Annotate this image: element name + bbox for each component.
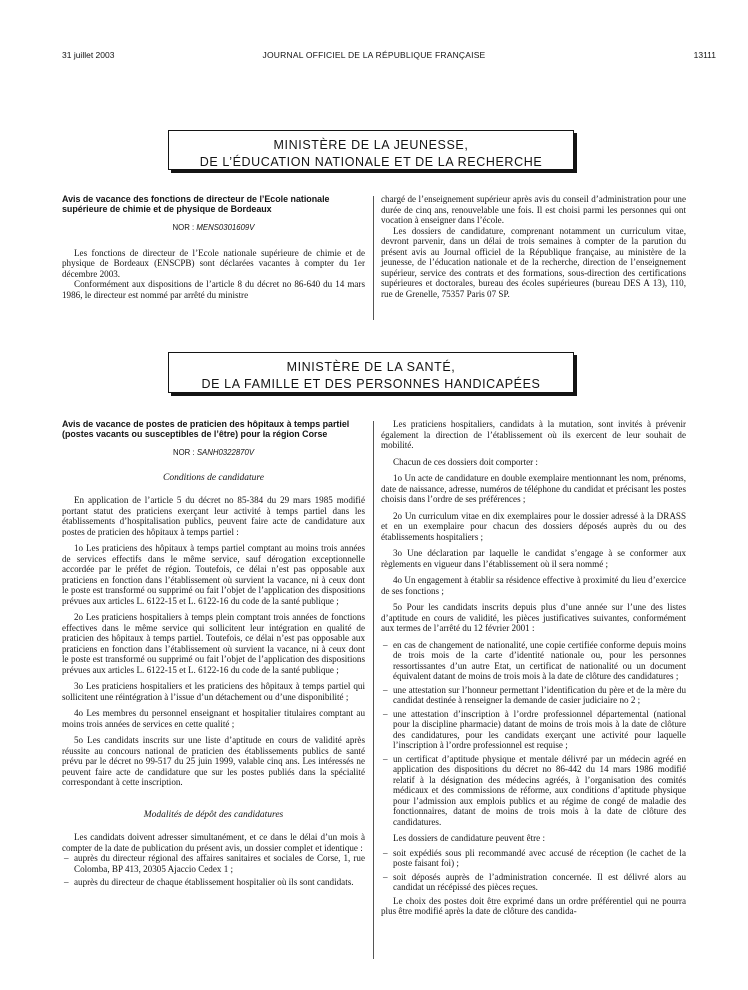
nor-reference [62,448,365,459]
section1-right-column [381,194,686,299]
list-item: – une attestation sur l’honneur permettant l’identification du père et de la mère du candidat destinée à renseigner la demande de casier judiciaire no 2 ; [381,685,686,706]
ministry-line-1: MINISTÈRE DE LA SANTÉ, [286,360,456,374]
submission-list [381,848,686,893]
notice-title: Avis de vacance des fonctions de directeur de l’Ecole nationale supérieure de chimie et de physique de Bordeaux [62,194,330,214]
list-item: – un certificat d’aptitude physique et mentale délivré par un médecin agréé en application des dispositions du décret no 86-442 du 14 mars 1986 modifié relatif à la désignation des médecins agréés, à l’organisation des comités médicaux et des commissions de réforme, aux conditions d’aptitude physique pour l’admission aux emplois publics et au régime de congé de maladie des fonctionnaires, datant de moins de trois mois à la date de clôture des candidatures. [381,754,686,828]
subtitle-modalites: Modalités de dépôt des candidatures [143,809,284,820]
paragraph: 4o Les membres du personnel enseignant et hospitalier titulaires comptant au moins trois années de services en cette qualité ; [62,708,365,729]
paragraph: Les dossiers de candidature, comprenant notamment un curriculum vitae, devront parvenir, dans un délai de trois semaines à compter de la parution du présent avis au Journal officiel de la République française, au ministère de la jeunesse, de l’éducation nationale et de la recherche, direction de l’enseignement supérieur, service des contrats et des formations, sous-direction des certifications supérieures et doctorales, bureau des écoles supérieures (bureau DES A 13), 110, rue de Grenelle, 75357 Paris 07 SP. [381,225,686,299]
paragraph: 1o Un acte de candidature en double exemplaire mentionnant les nom, prénoms, date de naissance, adresse, numéros de téléphone du candidat et précisant les postes choisis dans l’ordre de ses préférences ; [381,473,686,504]
paragraph: Les candidats doivent adresser simultanément, et ce dans le délai d’un mois à compter de la date de publication du présent avis, un dossier complet et identique : [62,832,365,853]
paragraph: 5o Les candidats inscrits sur une liste d’aptitude en cours de validité après réussite au concours national de praticien des établissements publics de santé prévu par le décret no 99-517 du 25 juin 1999, valable cinq ans. Les intéressés ne peuvent faire acte de candidature que sur les postes publiés dans la spécialité correspondant à cette inscription. [62,735,365,787]
journal-title: JOURNAL OFFICIEL DE LA RÉPUBLIQUE FRANÇAISE [262,50,486,60]
documents-list [381,640,686,828]
ministry-line-2: DE LA FAMILLE ET DES PERSONNES HANDICAPÉES [201,377,541,391]
paragraph: Les fonctions de directeur de l’Ecole nationale supérieure de chimie et de physique de Bordeaux (ENSCPB) sont déclarées vacantes à compter du 1er décembre 2003. [62,247,365,279]
subtitle-conditions: Conditions de candidature [163,472,264,483]
paragraph: Les dossiers de candidature peuvent être : [393,833,546,843]
column-divider [373,421,374,959]
paragraph: 2o Un curriculum vitae en dix exemplaires pour le dossier adressé à la DRASS et en un exemplaire pour chacun des dossiers déposés auprès du ou des établissements hospitaliers ; [381,510,686,542]
list-item: – en cas de changement de nationalité, une copie certifiée conforme depuis moins de trois mois de la carte d’identité nationale ou, pour les personnes ressortissantes d’un autre Etat, un certificat de nationalité ou un document équivalent datant de moins de trois mois à la date de clôture des candidatures ; [381,640,686,682]
ministry-box-education [168,130,574,170]
section1-left-column [62,194,365,300]
issue-date: 31 juillet 2003 [62,50,115,60]
paragraph: chargé de l’enseignement supérieur après avis du conseil d’administration pour une durée de cinq ans, renouvelable une fois. Il est choisi parmi les personnes qui ont vocation à enseigner dans l’école. [381,194,686,225]
paragraph: Conformément aux dispositions de l’article 8 du décret no 86-640 du 14 mars 1986, le directeur est nommé par arrêté du ministre [62,279,365,300]
list-item: – auprès du directeur régional des affaires sanitaires et sociales de Corse, 1, rue Colomba, BP 413, 20305 Ajaccio Cedex 1 ; [62,853,365,874]
address-list [62,853,365,888]
ministry-line-1: MINISTÈRE DE LA JEUNESSE, [273,138,469,152]
nor-label: NOR : [172,223,195,232]
running-header [0,50,748,64]
list-item: – soit expédiés sous pli recommandé avec accusé de réception (le cachet de la poste faisant foi) ; [381,848,686,869]
paragraph: Chacun de ces dossiers doit comporter : [393,456,538,467]
ministry-box-health [168,352,574,393]
section2-left-column [62,419,365,891]
paragraph: Le choix des postes doit être exprimé dans un ordre préférentiel qui ne pourra plus être modifié après la date de clôture des candida- [381,895,686,916]
ministry-line-2: DE L’ÉDUCATION NATIONALE ET DE LA RECHERCHE [199,155,543,169]
column-divider [373,196,374,320]
paragraph: 3o Les praticiens hospitaliers et les praticiens des hôpitaux à temps partiel qui sollicitent une réintégration à l’issue d’un détachement ou d’une disponibilité ; [62,681,365,702]
list-item: – une attestation d’inscription à l’ordre professionnel départemental (national pour la discipline pharmacie) datant de moins de trois mois à la date de clôture des candidatures, pour les candidats exerçant une activité pour laquelle l’inscription à l’ordre professionnel est requise ; [381,709,686,751]
nor-code: SANH0322870V [196,448,255,457]
list-item: – auprès du directeur de chaque établissement hospitalier où ils sont candidats. [62,877,365,888]
paragraph: 3o Une déclaration par laquelle le candidat s’engage à se conformer aux règlements en vigueur dans l’établissement où il sera nommé ; [381,548,686,569]
paragraph: En application de l’article 5 du décret no 85-384 du 29 mars 1985 modifié portant statut des praticiens exerçant leur activité à temps partiel dans les établissements d’hospitalisation publics, peuvent faire acte de candidature aux postes de praticien des hôpitaux à temps partiel : [62,495,365,537]
paragraph: 4o Un engagement à établir sa résidence effective à proximité du lieu d’exercice de ses fonctions ; [381,575,686,596]
paragraph: Les praticiens hospitaliers, candidats à la mutation, sont invités à prévenir également la direction de l’établissement où ils exercent de leur souhait de mobilité. [381,419,686,450]
paragraph: 2o Les praticiens hospitaliers à temps plein comptant trois années de fonctions effectives dans le même service qui sollicitent leur intégration en qualité de praticien des hôpitaux à temps partiel. Toutefois, ce délai n’est pas opposable aux praticiens en fonction dans l’établissement où survient la vacance, ni à ceux dont le poste est transformé ou supprimé ou fait l’objet de l’application des dispositions prévues aux articles L. 6122-15 et L. 6122-16 du code de la santé publique ; [62,612,365,675]
notice-title: Avis de vacance de postes de praticien des hôpitaux à temps partiel (postes vacants ou susceptibles de l’être) pour la région Corse [62,419,350,439]
page-number: 13111 [693,50,716,60]
list-item: – soit déposés auprès de l’administration concernée. Il est délivré alors au candidat un récépissé des pièces reçues. [381,872,686,893]
nor-label: NOR : [172,448,195,457]
paragraph: 5o Pour les candidats inscrits depuis plus d’une année sur l’une des listes d’aptitude en cours de validité, les pièces justificatives suivantes, conformément aux termes de l’arrêté du 12 février 2001 : [381,602,686,633]
section2-right-column [381,419,686,917]
nor-reference [62,223,365,234]
nor-code: MENS0301609V [196,223,255,232]
paragraph: 1o Les praticiens des hôpitaux à temps partiel comptant au moins trois années de services effectifs dans le même service, sauf dérogation exceptionnelle accordée par le préfet de région. Toutefois, ce délai n’est pas opposable aux praticiens en fonction dans l’établissement où survient la vacance, ni à ceux dont le poste est transformé ou supprimé ou fait l’objet de l’application des dispositions prévues aux articles L. 6122-15 et L. 6122-16 du code de la santé publique ; [62,543,365,606]
